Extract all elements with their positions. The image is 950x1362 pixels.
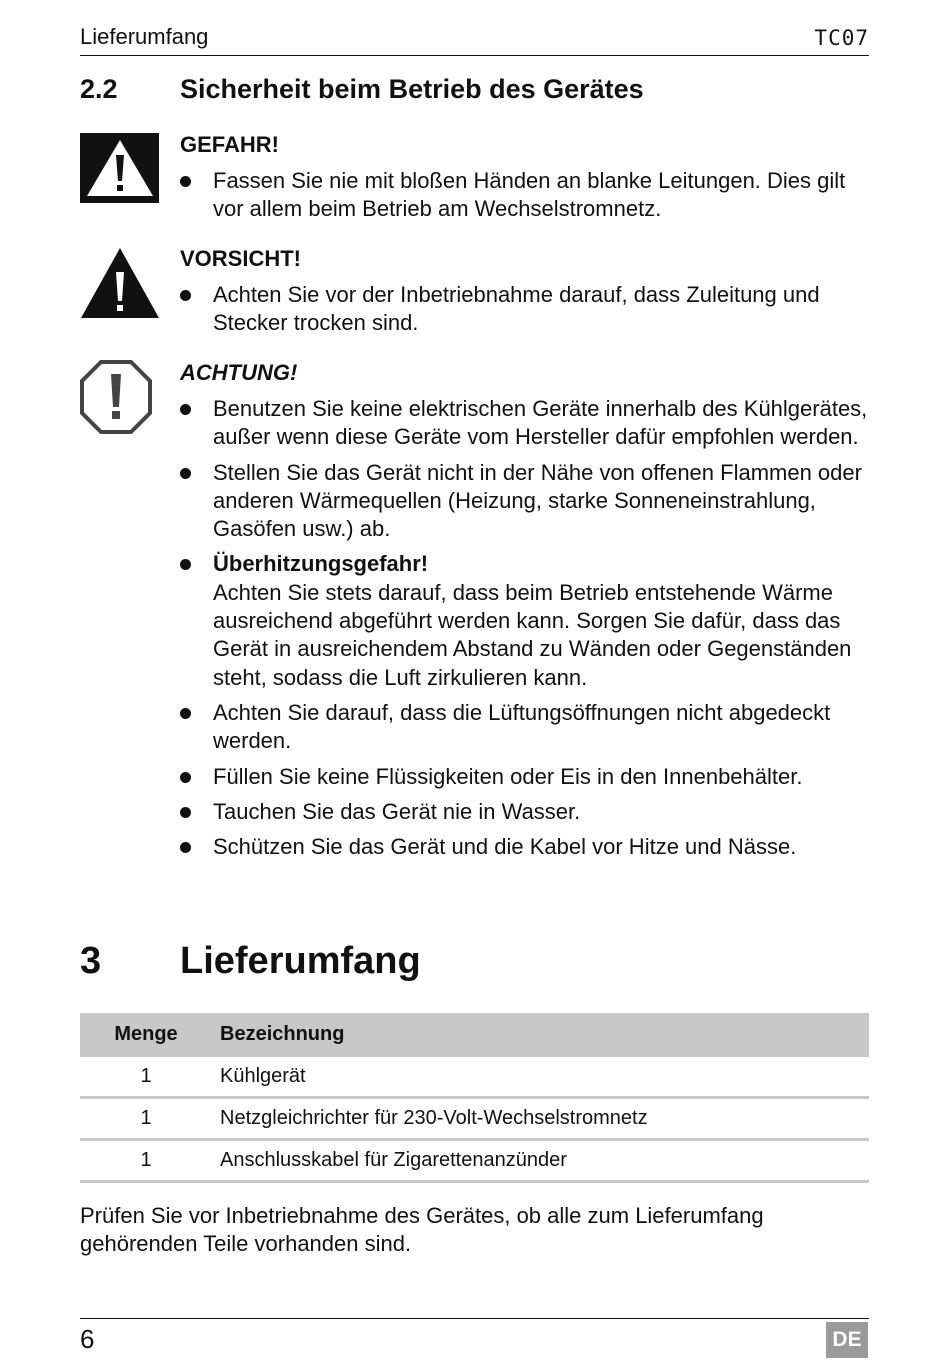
bullet-icon: [180, 708, 191, 719]
column-header-description: Bezeichnung: [220, 1023, 345, 1045]
footer-divider: [80, 1318, 869, 1319]
danger-label: GEFAHR!: [180, 132, 279, 157]
section-number: 3: [80, 940, 102, 982]
table-row: [80, 1057, 869, 1099]
caution-label: VORSICHT!: [180, 246, 301, 271]
table-row: [80, 1099, 869, 1141]
list-item: Schützen Sie das Gerät und die Kabel vor Hitze und Nässe.: [180, 833, 869, 861]
bullet-icon: [180, 842, 191, 853]
bullet-icon: [180, 468, 191, 479]
list-item: Überhitzungsgefahr! Achten Sie stets darauf, dass beim Betrieb entstehende Wärme ausreichend abgeführt werden kann. Sorgen Sie dafür, dass das Gerät in ausreichendem Abstand zu Wänden oder Gegenständen steht, sodass die Luft zirkulieren kann.: [180, 550, 869, 691]
danger-warning-icon: [80, 131, 160, 210]
bullet-icon: [180, 176, 191, 187]
table-row: [80, 1141, 869, 1183]
bullet-icon: [180, 290, 191, 301]
list-item: Achten Sie vor der Inbetriebnahme darauf, dass Zuleitung und Stecker trocken sind.: [180, 281, 869, 338]
overheat-title: Überhitzungsgefahr!: [213, 551, 429, 577]
bullet-icon: [180, 807, 191, 818]
delivery-scope-table: [80, 1013, 869, 1183]
header-model: TC07: [814, 26, 869, 50]
header-chapter-title: Lieferumfang: [80, 24, 209, 49]
section-title: Lieferumfang: [180, 940, 421, 982]
table-header-row: [80, 1013, 869, 1057]
section-title: Sicherheit beim Betrieb des Gerätes: [180, 74, 644, 104]
table-cell: 1: [140, 1149, 152, 1171]
closing-paragraph: Prüfen Sie vor Inbetriebnahme des Gerätes, ob alle zum Lieferumfang gehörenden Teile vorhanden sind.: [80, 1203, 764, 1257]
section-number: 2.2: [80, 74, 118, 104]
attention-octagon-icon: [80, 359, 152, 440]
language-badge: DE: [826, 1322, 868, 1358]
list-item: Fassen Sie nie mit bloßen Händen an blanke Leitungen. Dies gilt vor allem beim Betrieb am Wechselstromnetz.: [180, 167, 869, 224]
column-header-quantity: Menge: [114, 1023, 178, 1045]
bullet-icon: [180, 772, 191, 783]
list-item: Tauchen Sie das Gerät nie in Wasser.: [180, 798, 869, 826]
caution-warning-icon: [80, 245, 160, 326]
table-cell: Netzgleichrichter für 230-Volt-Wechselstromnetz: [220, 1107, 648, 1129]
bullet-icon: [180, 404, 191, 415]
bullet-icon: [180, 559, 191, 570]
table-cell: 1: [140, 1065, 152, 1087]
table-cell: Kühlgerät: [220, 1065, 306, 1087]
list-item: Stellen Sie das Gerät nicht in der Nähe von offenen Flammen oder anderen Wärmequellen (Heizung, starke Sonneneinstrahlung, Gasöfen usw.) ab.: [180, 459, 869, 544]
page-number: 6: [80, 1324, 95, 1354]
list-item: Füllen Sie keine Flüssigkeiten oder Eis in den Innenbehälter.: [180, 763, 869, 791]
attention-label: ACHTUNG!: [180, 360, 298, 385]
table-cell: 1: [140, 1107, 152, 1129]
list-item: Benutzen Sie keine elektrischen Geräte innerhalb des Kühlgerätes, außer wenn diese Geräte vom Hersteller dafür empfohlen werden.: [180, 395, 869, 452]
list-item: Achten Sie darauf, dass die Lüftungsöffnungen nicht abgedeckt werden.: [180, 699, 869, 756]
running-header: [80, 24, 869, 56]
table-cell: Anschlusskabel für Zigarettenanzünder: [220, 1149, 567, 1171]
